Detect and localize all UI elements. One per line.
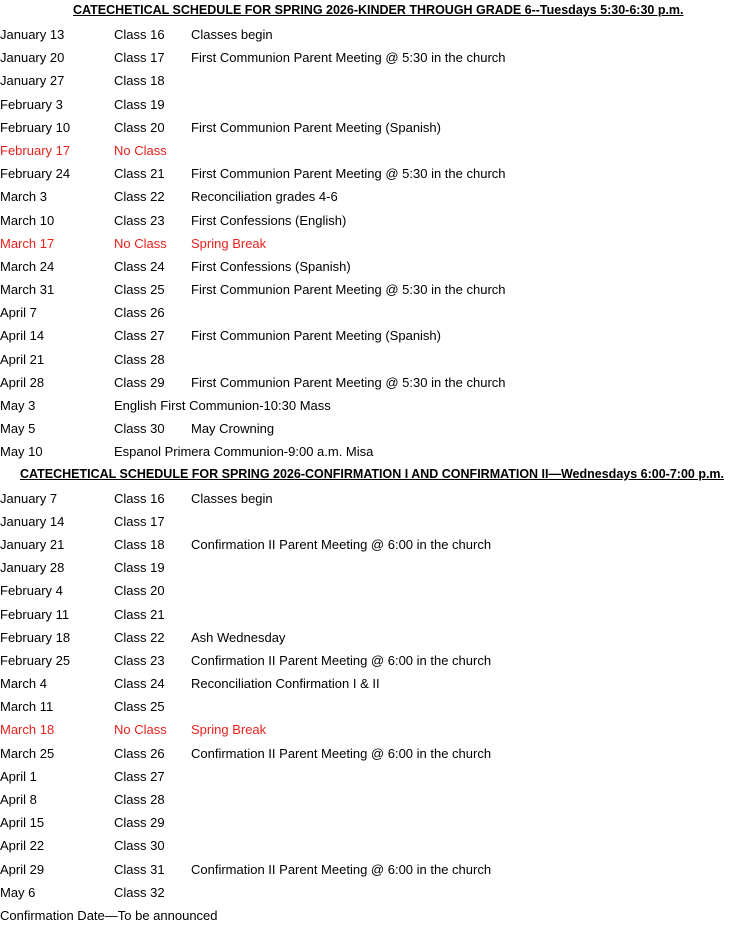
row-date: February 11 bbox=[0, 606, 70, 622]
row-class: Class 26 bbox=[114, 305, 165, 321]
schedule-row bbox=[0, 718, 736, 741]
row-date: February 10 bbox=[0, 119, 71, 135]
row-note: Confirmation II Parent Meeting @ 6:00 in the church bbox=[191, 652, 492, 668]
schedule-row bbox=[0, 811, 736, 834]
schedule-row-may-5 bbox=[0, 417, 736, 440]
schedule-row bbox=[0, 834, 736, 857]
row-date: April 7 bbox=[0, 305, 37, 321]
wednesday-schedule-list bbox=[0, 487, 736, 904]
row-date: January 20 bbox=[0, 50, 65, 66]
schedule-row bbox=[0, 765, 736, 788]
schedule-row bbox=[0, 510, 736, 533]
row-date: March 31 bbox=[0, 282, 55, 298]
row-note: First Communion Parent Meeting @ 5:30 in the church bbox=[191, 374, 506, 390]
row-date: January 14 bbox=[0, 513, 65, 529]
schedule-row bbox=[0, 626, 736, 649]
row-class: Class 25 bbox=[114, 282, 165, 298]
row-date: January 13 bbox=[0, 27, 65, 42]
row-event-text: English First Communion-10:30 Mass bbox=[114, 398, 331, 413]
row-note: Confirmation II Parent Meeting @ 6:00 in the church bbox=[191, 861, 492, 877]
row-class: Class 21 bbox=[114, 606, 165, 622]
row-date: February 4 bbox=[0, 583, 63, 599]
row-class: Class 16 bbox=[114, 27, 165, 42]
row-date: January 27 bbox=[0, 73, 65, 89]
row-class: Class 21 bbox=[114, 166, 165, 182]
row-class: Class 27 bbox=[114, 328, 165, 344]
row-date: March 24 bbox=[0, 258, 55, 274]
schedule-row bbox=[0, 487, 736, 510]
row-class: Class 20 bbox=[114, 583, 165, 599]
row-date: April 1 bbox=[0, 768, 37, 784]
schedule-row bbox=[0, 46, 736, 69]
row-note: Reconciliation Confirmation I & II bbox=[191, 676, 380, 692]
row-date: May 6 bbox=[0, 884, 36, 900]
row-date: February 24 bbox=[0, 166, 71, 182]
row-event-text: Espanol Primera Communion-9:00 a.m. Misa bbox=[114, 444, 374, 460]
row-note: Classes begin bbox=[191, 27, 273, 42]
row-class: Class 23 bbox=[114, 652, 165, 668]
schedule-row bbox=[0, 348, 736, 371]
row-date: April 15 bbox=[0, 815, 45, 831]
row-class: Class 23 bbox=[114, 212, 165, 228]
row-date: February 25 bbox=[0, 652, 71, 668]
row-date: March 3 bbox=[0, 189, 47, 205]
row-date: January 21 bbox=[0, 536, 65, 552]
row-date: May 5 bbox=[0, 421, 36, 437]
row-date: May 10 bbox=[0, 444, 43, 460]
schedule-row bbox=[0, 695, 736, 718]
row-date: February 3 bbox=[0, 96, 63, 112]
schedule-row bbox=[0, 23, 736, 46]
row-date: January 7 bbox=[0, 490, 58, 506]
row-class: Class 24 bbox=[114, 676, 165, 692]
row-date: March 17 bbox=[0, 235, 55, 251]
wednesday-schedule-heading: CATECHETICAL SCHEDULE FOR SPRING 2026-CONFIRMATION I AND CONFIRMATION II—Wednesdays 6:00-7:00 p.m. bbox=[20, 466, 725, 481]
row-date: April 8 bbox=[0, 792, 37, 807]
schedule-row bbox=[0, 278, 736, 301]
row-class: Class 30 bbox=[114, 838, 165, 854]
row-class: Class 32 bbox=[114, 884, 165, 900]
row-class: Class 29 bbox=[114, 815, 165, 831]
row-class: Class 29 bbox=[114, 374, 165, 390]
row-class: Class 18 bbox=[114, 73, 165, 89]
row-class: Class 20 bbox=[114, 119, 165, 135]
row-class: Class 16 bbox=[114, 490, 165, 506]
row-class: Class 25 bbox=[114, 699, 165, 715]
row-date: March 10 bbox=[0, 212, 55, 228]
row-note: Reconciliation grades 4-6 bbox=[191, 189, 338, 205]
row-class: No Class bbox=[114, 235, 167, 251]
row-class: Class 19 bbox=[114, 560, 165, 576]
row-note: First Communion Parent Meeting @ 5:30 in the church bbox=[191, 166, 506, 182]
row-date: May 3 bbox=[0, 398, 36, 413]
schedule-row bbox=[0, 858, 736, 881]
row-note: Spring Break bbox=[191, 722, 267, 738]
row-class: Class 22 bbox=[114, 189, 165, 205]
row-date: February 18 bbox=[0, 629, 71, 645]
row-note: First Communion Parent Meeting (Spanish) bbox=[191, 119, 441, 135]
row-class: Class 31 bbox=[114, 861, 165, 877]
row-date: January 28 bbox=[0, 560, 65, 576]
row-note: Spring Break bbox=[191, 235, 267, 251]
row-class: Class 17 bbox=[114, 513, 165, 529]
schedule-row bbox=[0, 162, 736, 185]
row-note: First Communion Parent Meeting @ 5:30 in the church bbox=[191, 282, 506, 298]
schedule-row bbox=[0, 185, 736, 208]
row-note: First Communion Parent Meeting (Spanish) bbox=[191, 328, 441, 344]
row-date: April 28 bbox=[0, 374, 45, 390]
row-date: April 14 bbox=[0, 328, 45, 344]
schedule-row bbox=[0, 209, 736, 232]
schedule-row bbox=[0, 881, 736, 904]
schedule-row-may-10 bbox=[0, 440, 736, 463]
row-date: March 25 bbox=[0, 745, 55, 761]
schedule-row bbox=[0, 139, 736, 162]
row-note: Confirmation II Parent Meeting @ 6:00 in the church bbox=[191, 536, 492, 552]
row-class: No Class bbox=[114, 142, 167, 158]
row-date: April 22 bbox=[0, 838, 45, 854]
schedule-row bbox=[0, 324, 736, 347]
row-note: First Communion Parent Meeting @ 5:30 in the church bbox=[191, 50, 506, 66]
row-date: February 17 bbox=[0, 142, 71, 158]
row-class: Class 28 bbox=[114, 792, 165, 807]
row-note: Classes begin bbox=[191, 490, 273, 506]
schedule-row bbox=[0, 672, 736, 695]
confirmation-date-note: Confirmation Date—To be announced bbox=[0, 907, 218, 923]
schedule-row bbox=[0, 603, 736, 626]
row-class: No Class bbox=[114, 722, 167, 738]
row-date: April 21 bbox=[0, 351, 45, 367]
schedule-row-may-3 bbox=[0, 394, 736, 417]
row-class: Class 30 bbox=[114, 421, 165, 437]
schedule-row bbox=[0, 116, 736, 139]
schedule-row bbox=[0, 533, 736, 556]
schedule-row bbox=[0, 742, 736, 765]
row-note: May Crowning bbox=[191, 421, 275, 437]
schedule-row bbox=[0, 556, 736, 579]
row-class: Class 24 bbox=[114, 258, 165, 274]
row-class: Class 22 bbox=[114, 629, 165, 645]
row-date: March 18 bbox=[0, 722, 55, 738]
row-class: Class 26 bbox=[114, 745, 165, 761]
schedule-row bbox=[0, 301, 736, 324]
row-class: Class 27 bbox=[114, 768, 165, 784]
row-note: Ash Wednesday bbox=[191, 629, 286, 645]
row-date: March 11 bbox=[0, 699, 54, 715]
schedule-row bbox=[0, 69, 736, 92]
schedule-row bbox=[0, 371, 736, 394]
schedule-row bbox=[0, 232, 736, 255]
row-note: First Confessions (English) bbox=[191, 212, 347, 228]
row-note: Confirmation II Parent Meeting @ 6:00 in the church bbox=[191, 745, 492, 761]
row-class: Class 18 bbox=[114, 536, 165, 552]
row-class: Class 19 bbox=[114, 96, 165, 112]
row-date: April 29 bbox=[0, 861, 45, 877]
row-note: First Confessions (Spanish) bbox=[191, 258, 351, 274]
tuesday-schedule-list bbox=[0, 23, 736, 394]
row-date: March 4 bbox=[0, 676, 47, 692]
schedule-row bbox=[0, 93, 736, 116]
tuesday-schedule-heading: CATECHETICAL SCHEDULE FOR SPRING 2026-KINDER THROUGH GRADE 6--Tuesdays 5:30-6:30 p.m. bbox=[73, 3, 684, 17]
row-class: Class 28 bbox=[114, 351, 165, 367]
schedule-row bbox=[0, 788, 736, 811]
schedule-row bbox=[0, 255, 736, 278]
schedule-row bbox=[0, 649, 736, 672]
row-class: Class 17 bbox=[114, 50, 165, 66]
schedule-row bbox=[0, 579, 736, 602]
